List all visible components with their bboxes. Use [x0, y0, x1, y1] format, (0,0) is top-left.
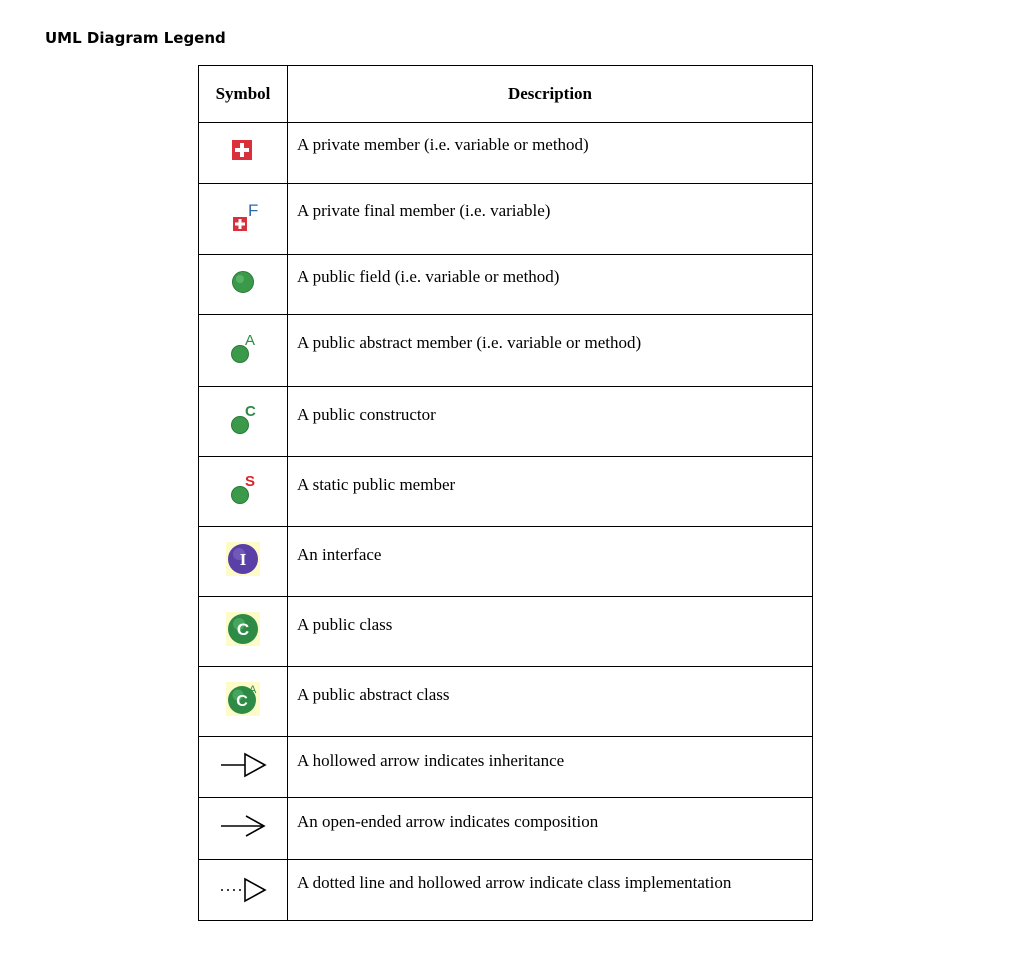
table-row [199, 737, 813, 798]
symbol-cell [199, 184, 288, 255]
table-header-row [199, 66, 813, 123]
static-letter: S [245, 473, 256, 490]
description-cell: A hollowed arrow indicates inheritance [288, 737, 813, 798]
description-cell: A public abstract member (i.e. variable or method) [288, 315, 813, 387]
public-abstract-class-icon [218, 681, 268, 717]
composition-arrow-icon [218, 808, 268, 844]
public-field-icon [218, 264, 268, 300]
table-row [199, 798, 813, 860]
interface-icon [218, 541, 268, 577]
symbol-column-header: Symbol [199, 66, 288, 123]
abstract-class-letter: C [236, 693, 248, 710]
public-abstract-member-icon [218, 330, 268, 366]
description-cell: A private member (i.e. variable or method) [288, 123, 813, 184]
class-letter: C [236, 620, 250, 639]
table-row [199, 255, 813, 315]
public-constructor-icon [218, 401, 268, 437]
inheritance-arrow-icon [218, 747, 268, 783]
description-cell: A static public member [288, 457, 813, 527]
public-class-icon [218, 611, 268, 647]
table-row [199, 527, 813, 597]
abstract-letter: A [245, 332, 256, 349]
description-cell: A public abstract class [288, 667, 813, 737]
interface-letter: I [239, 550, 247, 569]
description-cell: A private final member (i.e. variable) [288, 184, 813, 255]
table-row [199, 123, 813, 184]
description-cell: A public class [288, 597, 813, 667]
symbol-cell [199, 123, 288, 184]
final-letter: F [248, 200, 259, 220]
private-member-icon [218, 133, 268, 169]
symbol-cell [199, 860, 288, 921]
description-cell: An interface [288, 527, 813, 597]
private-final-member-icon [218, 199, 268, 235]
symbol-cell [199, 255, 288, 315]
symbol-cell [199, 387, 288, 457]
table-row [199, 184, 813, 255]
symbol-cell [199, 315, 288, 387]
symbol-cell [199, 597, 288, 667]
description-cell: A public field (i.e. variable or method) [288, 255, 813, 315]
table-row [199, 667, 813, 737]
description-cell: An open-ended arrow indicates composition [288, 798, 813, 860]
abstract-class-superscript: A [249, 684, 257, 696]
table-row [199, 315, 813, 387]
legend-table [198, 65, 813, 921]
table-row [199, 860, 813, 921]
table-row [199, 387, 813, 457]
constructor-letter: C [245, 403, 256, 420]
description-cell: A public constructor [288, 387, 813, 457]
table-row [199, 597, 813, 667]
description-column-header: Description [288, 66, 813, 123]
symbol-cell [199, 457, 288, 527]
description-cell: A dotted line and hollowed arrow indicate class implementation [288, 860, 813, 921]
page-title: UML Diagram Legend [45, 29, 226, 47]
symbol-cell [199, 798, 288, 860]
implementation-arrow-icon [218, 870, 268, 906]
static-public-member-icon [218, 471, 268, 507]
symbol-cell [199, 527, 288, 597]
symbol-cell [199, 667, 288, 737]
symbol-cell [199, 737, 288, 798]
table-row [199, 457, 813, 527]
